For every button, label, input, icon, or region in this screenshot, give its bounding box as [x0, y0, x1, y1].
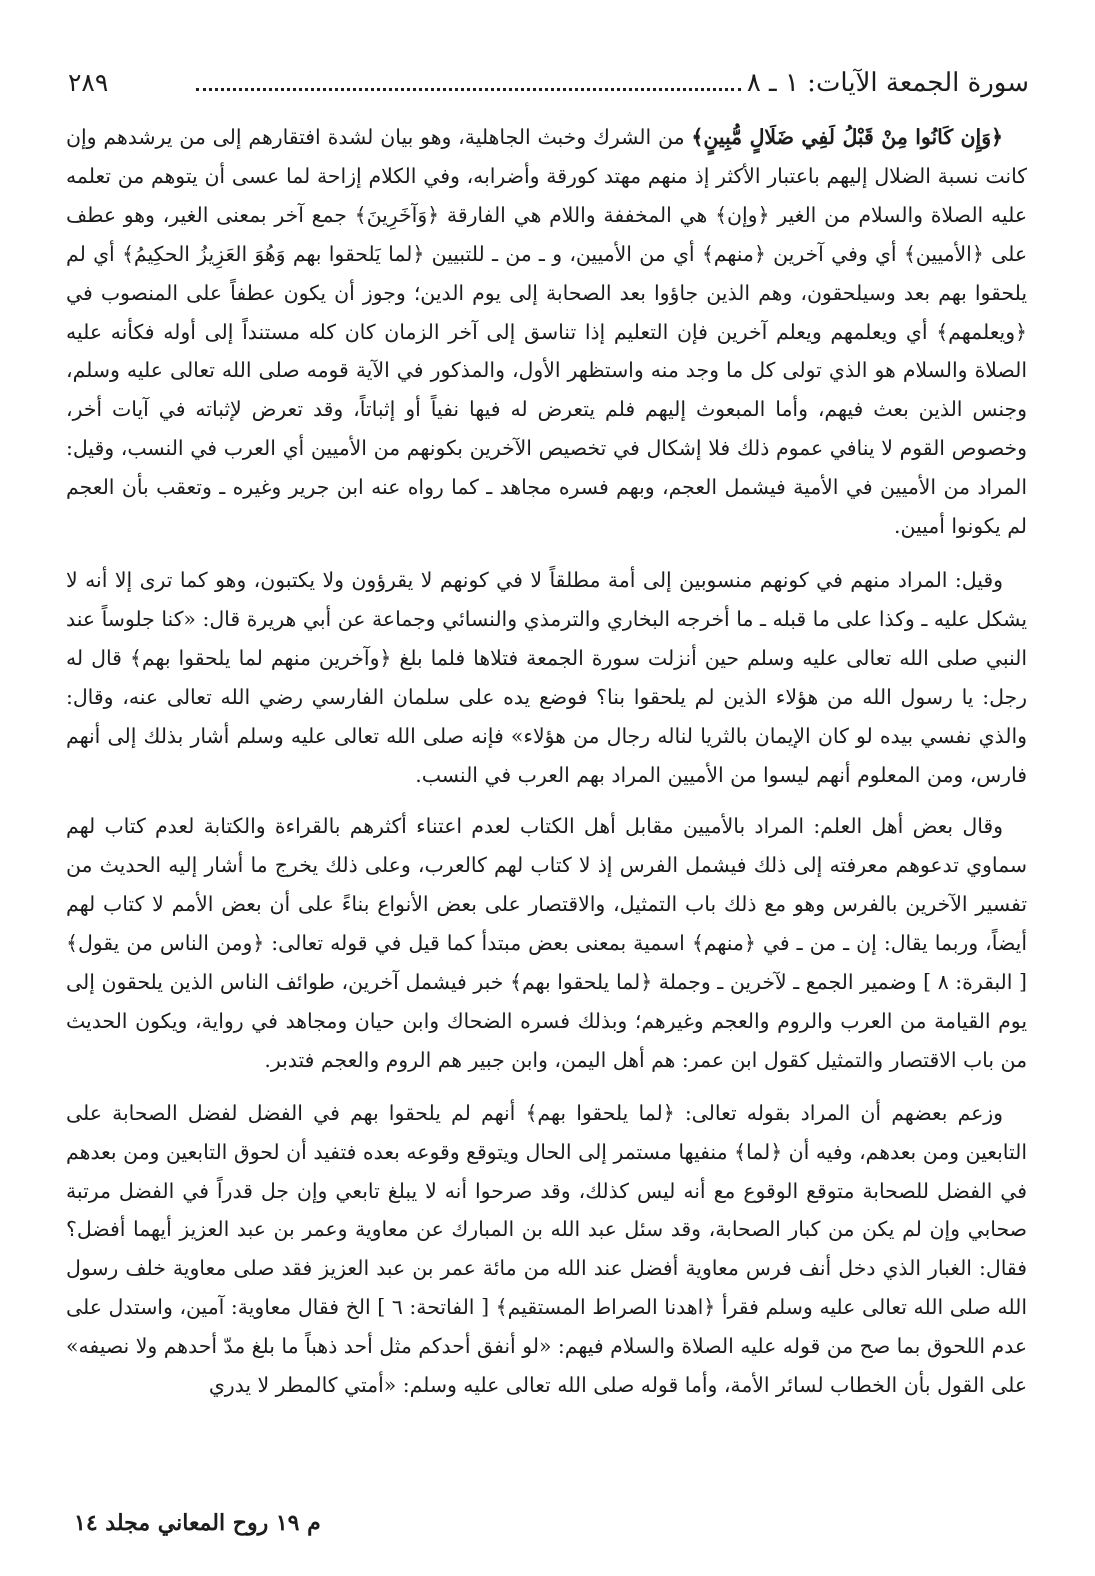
paragraph-1 — [66, 118, 1027, 546]
paragraph-text: وزعم بعضهم أن المراد بقوله تعالى: ﴿لما يلحقوا بهم﴾ أنهم لم يلحقوا بهم في الفضل لفضل الصحابة على التابعين ومن بعدهم، وفيه أن ﴿لما﴾ منفيها مستمر إلى الحال ويتوقع وقوعه بعده فتفيد أن لحوق التابعين ومن بعدهم في الفضل للصحابة متوقع الوقوع مع أنه ليس كذلك، وقد صرحوا أنه لا يبلغ تابعي وإن جل قدراً في الفضل مرتبة صحابي وإن لم يكن من كبار الصحابة، وقد سئل عبد الله بن المبارك عن معاوية وعمر بن عبد العزيز أيهما أفضل؟ فقال: الغبار الذي دخل أنف فرس معاوية أفضل عند الله من مائة عمر بن عبد العزيز فقد صلى معاوية خلف رسول الله صلى الله تعالى عليه وسلم فقرأ ﴿اهدنا الصراط المستقيم﴾ [ الفاتحة: ٦ ] الخ فقال معاوية: آمين، واستدل على عدم اللحوق بما صح من قوله عليه الصلاة والسلام فيهم: «لو أنفق أحدكم مثل أحد ذهباً ما بلغ مدّ أحدهم ولا نصيفه» على القول بأن الخطاب لسائر الأمة، وأما قوله صلى الله تعالى عليه وسلم: «أمتي كالمطر لا يدري — [66, 1100, 1027, 1398]
paragraph-gap — [66, 794, 1027, 807]
paragraph-text: من الشرك وخبث الجاهلية، وهو بيان لشدة افتقارهم إلى من يرشدهم وإن كانت نسبة الضلال إليهم باعتبار الأكثر إذ منهم مهتد كورقة وأضرابه، وفي الكلام إزاحة لما عسى أن يتوهم من تعلمه عليه الصلاة والسلام من الغير ﴿وإن﴾ هي المخففة واللام هي الفارقة ﴿وَآخَرِينَ﴾ جمع آخر بمعنى الغير، وهو عطف على ﴿الأميين﴾ أي وفي آخرين ﴿منهم﴾ أي من الأميين، و ـ من ـ للتبيين ﴿لما يَلحقوا بهم وَهُوَ العَزِيزُ الحكِيمُ﴾ أي لم يلحقوا بهم بعد وسيلحقون، وهم الذين جاؤوا بعد الصحابة إلى يوم الدين؛ وجوز أن يكون عطفاً على المنصوب في ﴿ويعلمهم﴾ أي ويعلمهم ويعلم آخرين فإن التعليم إذا تناسق إلى آخر الزمان كان كله مستنداً إلى أوله فكأنه عليه الصلاة والسلام هو الذي تولى كل ما وجد منه واستظهر الأول، والمذكور في الآية قومه صلى الله تعالى عليه وسلم، وجنس الذين بعث فيهم، وأما المبعوث إليهم فلم يتعرض له فيها نفياً أو إثباتاً، وقد تعرض لإثباته في آيات أخر، وخصوص القوم لا ينافي عموم ذلك فلا إشكال في تخصيص الآخرين بكونهم من الأميين أي العرب في النسب، وقيل: المراد من الأميين في الأمية فيشمل العجم، وبهم فسره مجاهد ـ كما رواه عنه ابن جرير وغيره ـ وتعقب بأن العجم لم يكونوا أميين. — [66, 125, 1027, 539]
quranic-verse: ﴿وَإِن كَانُوا مِنْ قَبْلُ لَفِي ضَلَالٍ مُّبِينٍ﴾ — [691, 125, 1003, 149]
page-number: ٢٨٩ — [68, 68, 109, 97]
paragraph-3 — [66, 807, 1027, 1079]
paragraph-gap — [66, 1080, 1027, 1094]
header-dot-leader — [196, 88, 741, 91]
paragraph-2 — [66, 561, 1027, 794]
page-body — [66, 118, 1027, 1405]
paragraph-gap — [66, 546, 1027, 561]
paragraph-4 — [66, 1094, 1027, 1405]
header-title: سورة الجمعة الآيات: ١ ـ ٨ — [746, 68, 1029, 98]
running-header — [68, 62, 1029, 106]
paragraph-text: وقال بعض أهل العلم: المراد بالأميين مقابل أهل الكتاب لعدم اعتناء أكثرهم بالقراءة والكتابة لعدم كتاب لهم سماوي تدعوهم معرفته إلى ذلك فيشمل الفرس إذ لا كتاب لهم كالعرب، وعلى ذلك يخرج ما أشار إليه الحديث من تفسير الآخرين بالفرس وهو مع ذلك باب التمثيل، والاقتصار على بعض الأنواع بناءً على أن بعض الأمم لا كتاب لهم أيضاً، وربما يقال: إن ـ من ـ في ﴿منهم﴾ اسمية بمعنى بعض مبتدأ كما قيل في قوله تعالى: ﴿ومن الناس من يقول﴾ [ البقرة: ٨ ] وضمير الجمع ـ لآخرين ـ وجملة ﴿لما يلحقوا بهم﴾ خبر فيشمل آخرين، طوائف الناس الذين يلحقون إلى يوم القيامة من العرب والروم والعجم وغيرهم؛ وبذلك فسره الضحاك وابن حيان ومجاهد في رواية، ويكون الحديث من باب الاقتصار والتمثيل كقول ابن عمر: هم أهل اليمن، وابن جبير هم الروم والعجم فتدبر. — [66, 814, 1027, 1072]
paragraph-text: وقيل: المراد منهم في كونهم منسوبين إلى أمة مطلقاً لا في كونهم لا يقرؤون ولا يكتبون، وهو كما ترى إلا أنه لا يشكل عليه ـ وكذا على ما قبله ـ ما أخرجه البخاري والترمذي والنسائي وجماعة عن أبي هريرة قال: «كنا جلوساً عند النبي صلى الله تعالى عليه وسلم حين أنزلت سورة الجمعة فتلاها فلما بلغ ﴿وآخرين منهم لما يلحقوا بهم﴾ قال له رجل: يا رسول الله من هؤلاء الذين لم يلحقوا بنا؟ فوضع يده على سلمان الفارسي رضي الله تعالى عنه، وقال: والذي نفسي بيده لو كان الإيمان بالثريا لناله رجال من هؤلاء» فإنه صلى الله تعالى عليه وسلم أشار بذلك إلى أنهم فارس، ومن المعلوم أنهم ليسوا من الأميين المراد بهم العرب في النسب. — [66, 567, 1027, 787]
signature-footer: م ١٩ روح المعاني مجلد ١٤ — [74, 1510, 321, 1536]
